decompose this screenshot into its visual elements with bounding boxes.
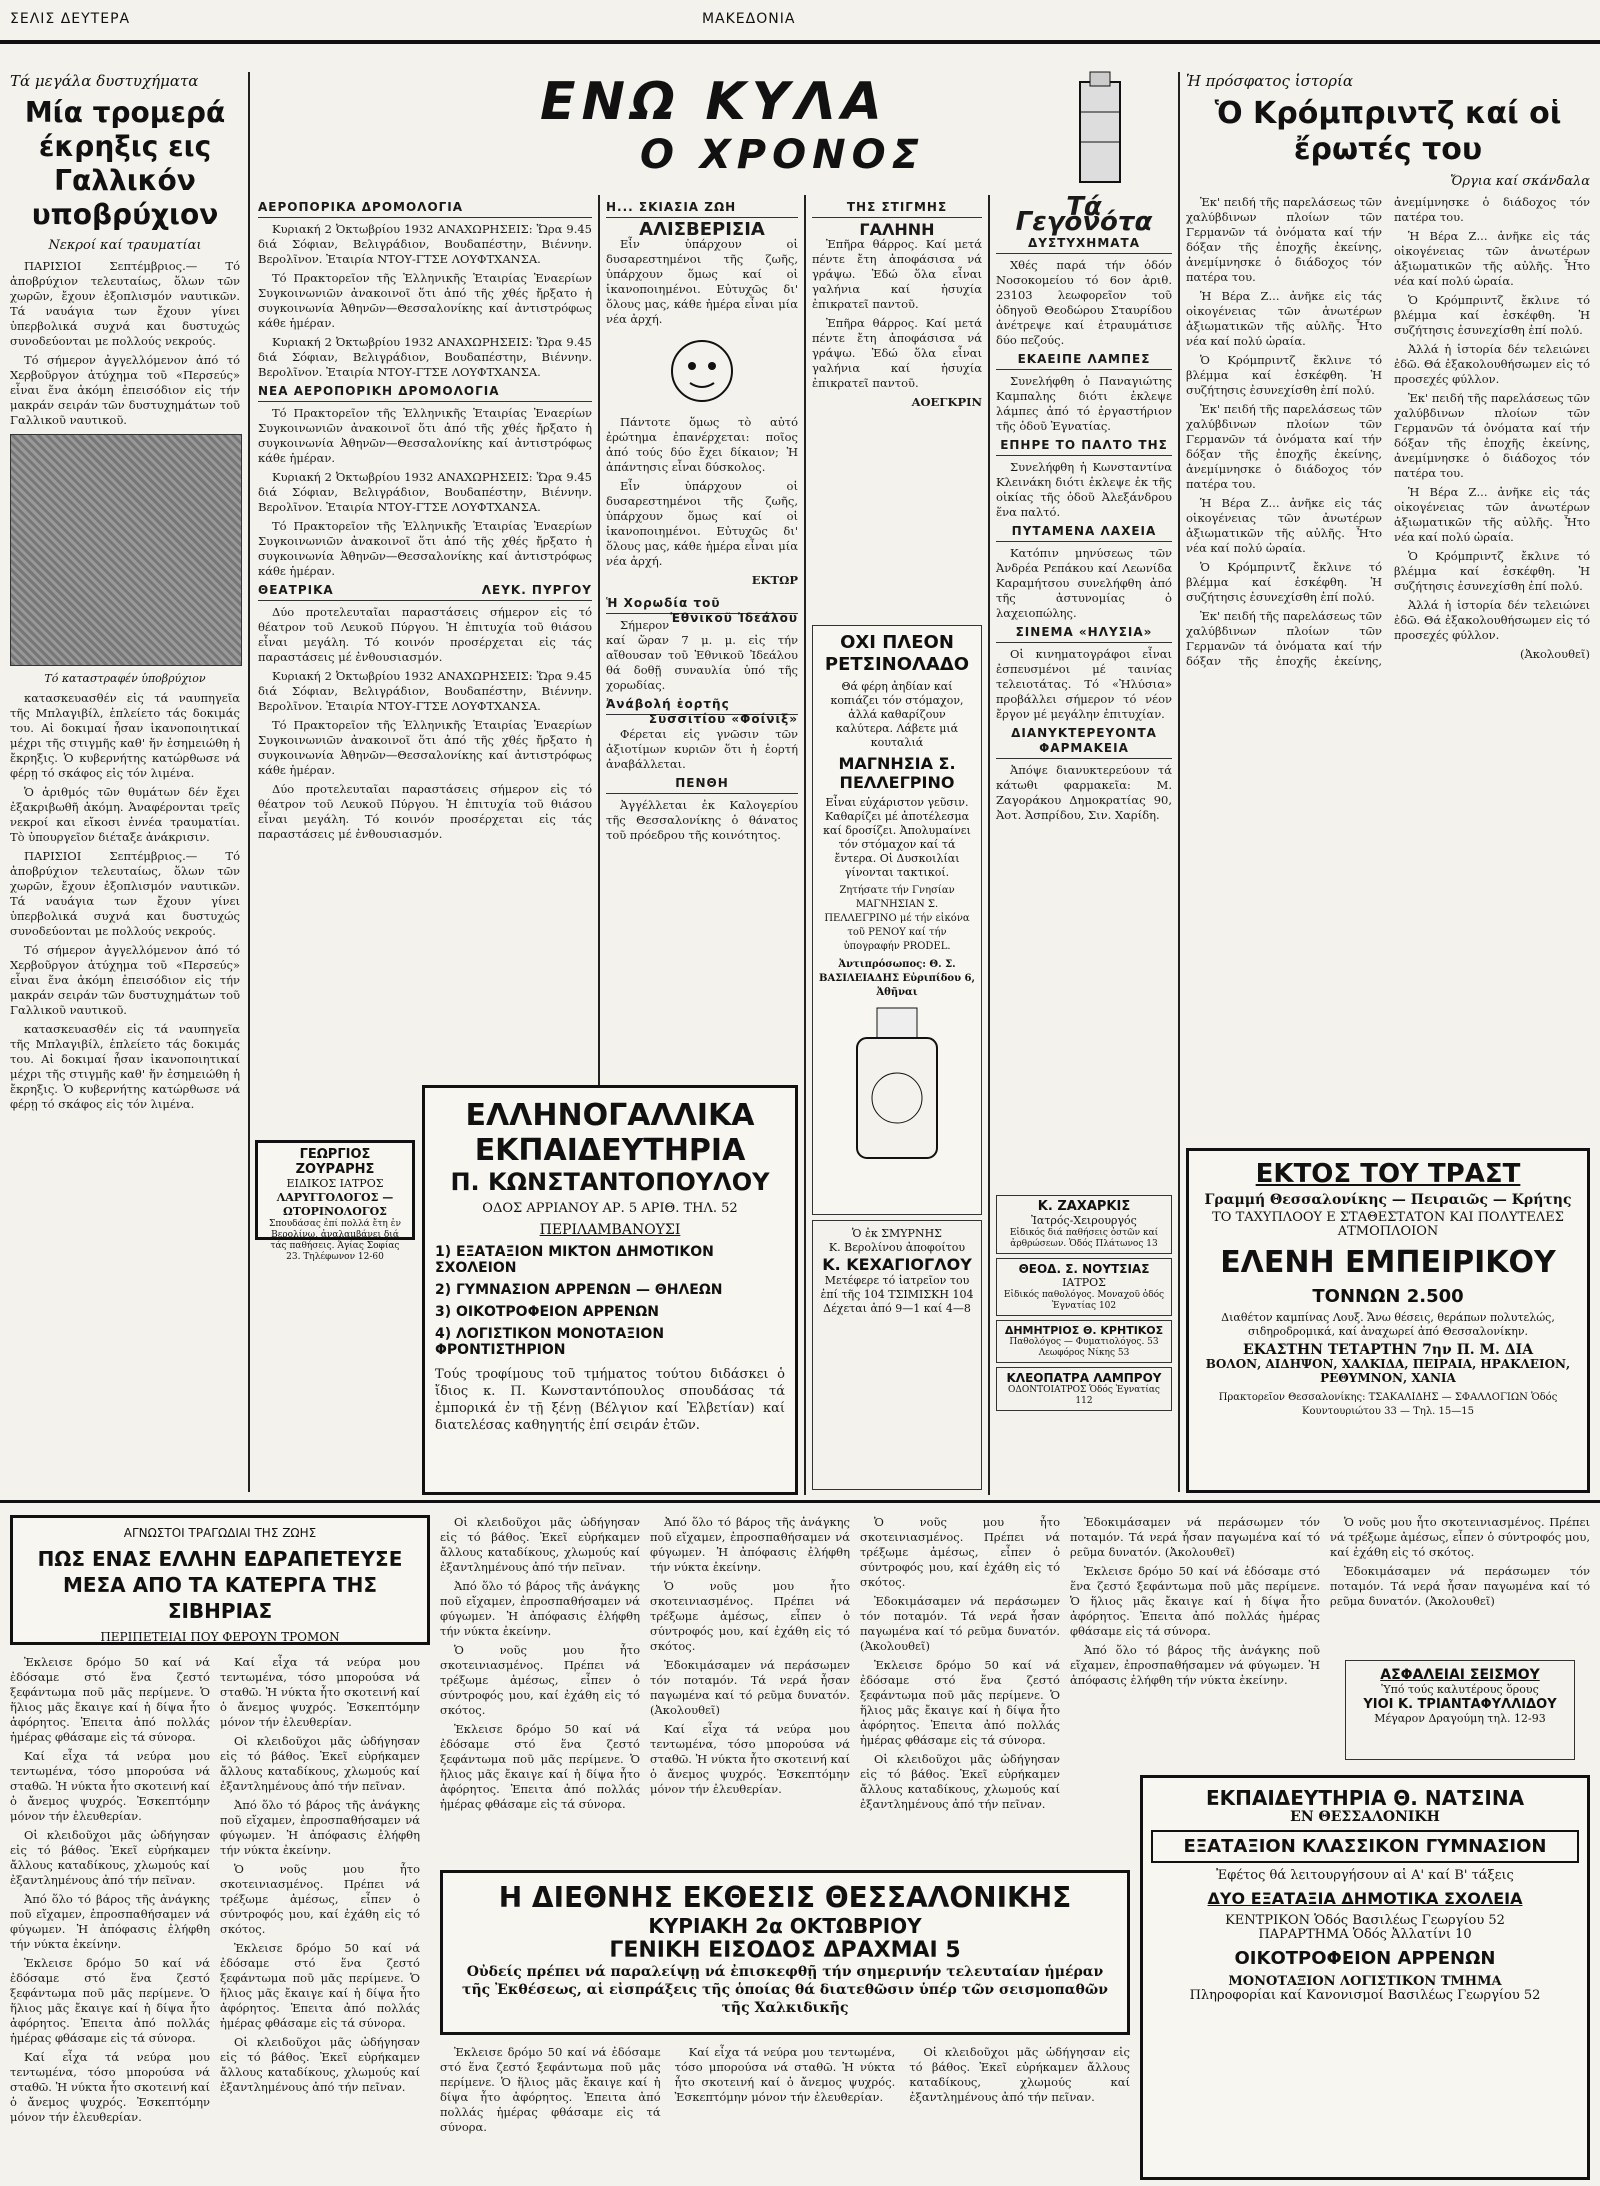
article-paragraph: Ἐκλεισε δρόμο 50 καί νά ἐδόσαμε στό ἕνα ζεστό ξεφάντωμα ποῦ μᾶς περίμενε. Ὁ ἥλιος μᾶς ἔκαιγε καί ἡ δίψα ἦτο ἀφόρητος. Ἐπειτα ἀπό πολλάς ἡμέρας φθάσαμε εἰς τά σύνορα. <box>220 1941 420 2030</box>
serial-column <box>220 1655 420 2175</box>
article-paragraph: Σήμερον καί ὥραν 7 μ. μ. εἰς τήν αἴθουσαν τοῦ Ἐθνικοῦ Ἰδεάλου θά δοθῇ συναυλία ὑπό τῆς χορωδίας. <box>606 618 798 692</box>
serial-column <box>10 1655 210 2175</box>
school-item: 4) ΛΟΓΙΣΤΙΚΟΝ ΜΟΝΟΤΑΞΙΟΝ ΦΡΟΝΤΙΣΤΗΡΙΟΝ <box>435 1326 665 1358</box>
natsina-school-ad <box>1140 1775 1590 2180</box>
natsina-central: ΚΕΝΤΡΙΚΟΝ Ὁδός Βασιλέως Γεωργίου 52 <box>1225 1913 1505 1928</box>
section-title <box>258 583 592 601</box>
article-paragraph: Καί εἶχα τά νεύρα μου τεντωμένα, τόσο μπορούσα νά σταθῶ. Ἡ νύκτα ἦτο σκοτεινή καί ὁ ἄνεμος ψυχρός. Ἐσκεπτόμην μόνον τήν ἐλευθερίαν. <box>220 1655 420 1729</box>
fair-price: ΓΕΝΙΚΗ ΕΙΣΟΔΟΣ ΔΡΑΧΜΑΙ 5 <box>609 1938 961 1963</box>
article-paragraph: Κυριακή 2 Ὀκτωβρίου 1932 ΑΝΑΧΩΡΗΣΕΙΣ: Ὥρα 9.45 διά Σόφιαν, Βελιγράδιον, Βουδαπέστην, Βιέννην. Βερολῖνον. Ἐταιρία ΝΤΟΥ-ΓΤΣΕ ΛΟΥΦΤΧΑΝΣΑ. <box>258 222 592 266</box>
section-heading: Τά Γεγονότα <box>1015 192 1153 237</box>
serial-column <box>1330 1515 1590 1650</box>
section-title: ΠΥΤΑΜΕΝΑ ΛΑΧΕΙΑ <box>996 524 1172 542</box>
column-divider <box>248 72 250 1492</box>
smyrna-doctor-ad <box>812 1220 982 1490</box>
serial-column <box>650 1515 850 1860</box>
article-paragraph: Ἀπό ὅλο τό βάρος τῆς ἀνάγκης ποῦ εἴχαμεν, ἐπροσπαθήσαμεν νά φύγωμεν. Ἡ ἀπόφασις ἐλήφθη τήν νύκτα ἐκείνην. <box>220 1798 420 1857</box>
article-paragraph: Ἐκλεισε δρόμο 50 καί νά ἐδόσαμε στό ἕνα ζεστό ξεφάντωμα ποῦ μᾶς περίμενε. Ὁ ἥλιος μᾶς ἔκαιγε καί ἡ δίψα ἦτο ἀφόρητος. Ἐπειτα ἀπό πολλάς ἡμέρας φθάσαμε εἰς τά σύνορα. <box>10 1655 210 1744</box>
article-paragraph: Καί εἶχα τά νεύρα μου τεντωμένα, τόσο μπορούσα νά σταθῶ. Ἡ νύκτα ἦτο σκοτεινή καί ὁ ἄνεμος ψυχρός. Ἐσκεπτόμην μόνον τήν ἐλευθερίαν. <box>674 2045 896 2104</box>
article-paragraph: Ἐκ' πειδή τῆς παρελάσεως τῶν χαλύβδινων πλοίων τῶν Γερμανῶν τά ὀνόματα καί τήν δόξαν τῆς ἐποχῆς ἐκείνης, ἀνεμίμνησκε ὁ διάδοχος τόν πατέρα του. <box>1186 195 1382 284</box>
retsina-headline: ΟΧΙ ΠΛΕΟΝ ΡΕΤΣΙΝΟΛΑΔΟ <box>824 632 970 675</box>
school-title-1: ΕΛΛΗΝΟΓΑΛΛΙΚΑ <box>465 1098 755 1133</box>
trade-fair-ad <box>440 1870 1130 2035</box>
article-paragraph: Τό Πρακτορεῖον τῆς Ἑλληνικῆς Ἑταιρίας Ἐναερίων Συγκοινωνιῶν ἀνακοινοῖ ὅτι ἀπό τῆς χθές ἤρξατο ἡ συγκοινωνία Ἀθηνῶν—Θεσσαλονίκης καί ἀντιστρόφως κάθε ἡμέραν. <box>258 519 592 578</box>
article-paragraph: Οἱ κλειδοῦχοι μᾶς ὡδήγησαν εἰς τό βάθος. Ἐκεῖ εὐρήκαμεν ἄλλους καταδίκους, χλωμούς καί ἐξαντλημένους ἀπό τήν πεῖναν. <box>10 1828 210 1887</box>
article-signature: ΑΟΕΓΚΡΙΝ <box>911 395 982 409</box>
article-paragraph: Ἐδοκιμάσαμεν νά περάσωμεν τόν ποταμόν. Τά νερά ἦσαν παγωμένα καί τό ρεῦμα δυνατόν. (Ἀκολουθεῖ) <box>650 1658 850 1717</box>
retsina-warning: Ζητήσατε τήν Γνησίαν ΜΑΓΝΗΣΙΑΝ Σ. ΠΕΛΛΕΓΡΙΝΟ μέ τήν εἰκόνα τοῦ ΡΕΝΟΥ καί τήν ὑπογραφήν PRODEL. <box>824 885 970 952</box>
natsina-info: Πληροφορίαι καί Κανονισμοί Βασιλέως Γεωργίου 52 <box>1189 1988 1541 2003</box>
section-title: ΤΗΣ ΣΤΙΓΜΗΣ <box>812 200 982 218</box>
natsina-primary: ΔΥΟ ΕΞΑΤΑΞΙΑ ΔΗΜΟΤΙΚΑ ΣΧΟΛΕΙΑ <box>1207 1889 1523 1908</box>
article-paragraph: Οἱ κλειδοῦχοι μᾶς ὡδήγησαν εἰς τό βάθος. Ἐκεῖ εὐρήκαμεν ἄλλους καταδίκους, χλωμούς καί ἐξαντλημένους ἀπό τήν πεῖναν. <box>909 2045 1130 2104</box>
section-title: Η... ΣΚΙΑΣΙΑ ΖΩΗ <box>606 200 798 218</box>
serial-headline-box <box>10 1515 430 1645</box>
article-headline: Ὁ Κρόμπριντζ καί οἱ ἔρωτές του <box>1214 96 1562 167</box>
article-paragraph: Ἐκλεισε δρόμο 50 καί νά ἐδόσαμε στό ἕνα ζεστό ξεφάντωμα ποῦ μᾶς περίμενε. Ὁ ἥλιος μᾶς ἔκαιγε καί ἡ δίψα ἦτο ἀφόρητος. Ἐπειτα ἀπό πολλάς ἡμέρας φθάσαμε εἰς τά σύνορα. <box>1070 1564 1320 1638</box>
article-paragraph: Ὁ νοῦς μου ἦτο σκοτεινιασμένος. Πρέπει νά τρέξωμε ἀμέσως, εἶπεν ὁ σύντροφός μου, καί ἐχάθη εἰς τό σκότος. <box>220 1862 420 1936</box>
article-paragraph: Φέρεται εἰς γνῶσιν τῶν ἀξιοτίμων κυριῶν ὅτι ἡ ἑορτή ἀναβάλλεται. <box>606 727 798 771</box>
doctor-education: Κ. Βερολίνου ἀποφοίτου <box>828 1241 966 1254</box>
serial-column <box>860 1515 1060 1860</box>
article-paragraph: Ἐκλεισε δρόμο 50 καί νά ἐδόσαμε στό ἕνα ζεστό ξεφάντωμα ποῦ μᾶς περίμενε. Ὁ ἥλιος μᾶς ἔκαιγε καί ἡ δίψα ἦτο ἀφόρητος. Ἐπειτα ἀπό πολλάς ἡμέρας φθάσαμε εἰς τά σύνορα. <box>440 2045 661 2134</box>
article-paragraph: Τό Πρακτορεῖον τῆς Ἑλληνικῆς Ἑταιρίας Ἐναερίων Συγκοινωνιῶν ἀνακοινοῖ ὅτι ἀπό τῆς χθές ἤρξατο ἡ συγκοινωνία Ἀθηνῶν—Θεσσαλονίκης καί ἀντιστρόφως κάθε ἡμέραν. <box>258 406 592 465</box>
article-paragraph: Ὁ νοῦς μου ἦτο σκοτεινιασμένος. Πρέπει νά τρέξωμε ἀμέσως, εἶπεν ὁ σύντροφός μου, καί ἐχάθη εἰς τό σκότος. <box>650 1579 850 1653</box>
doctor-name: Κ. ΖΑΧΑΡΚΙΣ <box>1037 1199 1131 1214</box>
doctor-hours: Δέχεται ἀπό 9—1 καί 4—8 <box>823 1302 971 1315</box>
section-title-left: ΘΕΑΤΡΙΚΑ <box>258 583 334 597</box>
doctor-name: ΘΕΟΔ. Σ. ΝΟΥΤΣΙΑΣ <box>1018 1262 1150 1276</box>
school-address: ΟΔΟΣ ΑΡΡΙΑΝΟΥ ΑΡ. 5 ΑΡΙΘ. ΤΗΛ. 52 <box>482 1201 738 1216</box>
article-paragraph: Ὁ Κρόμπριντζ ἔκλινε τό βλέμμα καί ἐσκέφθη. Ἡ συζήτησις ἐσυνεχίσθη ἐπί πολύ. <box>1186 560 1382 604</box>
ship-ad-ports: ΒΟΛΟΝ, ΑΙΔΗΨΟΝ, ΧΑΛΚΙΔΑ, ΠΕΙΡΑΙΑ, ΗΡΑΚΛΕΙΟΝ, ΡΕΘΥΜΝΟΝ, ΧΑΝΙΑ <box>1205 1357 1571 1385</box>
doctor-name: Κ. ΚΕΧΑΓΙΟΓΛΟΥ <box>822 1255 972 1274</box>
school-item: 1) ΕΞΑΤΑΞΙΟΝ ΜΙΚΤΟΝ ΔΗΜΟΤΙΚΟΝ ΣΧΟΛΕΙΟΝ <box>435 1244 714 1276</box>
ship-ad-ship-name: ΕΛΕΝΗ ΕΜΠΕΙΡΙΚΟΥ <box>1220 1245 1556 1280</box>
article-paragraph: Ἡ Βέρα Ζ... ἀνῆκε εἰς τάς οἰκογένειας τῶν ἀνωτέρων ἀξιωματικῶν τῆς αὐλῆς. Ἦτο νέα καί πολύ ὡραία. <box>1394 485 1590 544</box>
article-paragraph: Ἡ Βέρα Ζ... ἀνῆκε εἰς τάς οἰκογένειας τῶν ἀνωτέρων ἀξιωματικῶν τῆς αὐλῆς. Ἦτο νέα καί πολύ ὡραία. <box>1186 289 1382 348</box>
article-paragraph: κατασκευασθέν εἰς τά ναυπηγεῖα τῆς Μπλαγιβίλ, ἐπλείετο τάς δοκιμάς του. Αἱ δοκιμαί ἦσαν ἱκανοποιητικαί μέχρι τῆς στιγμῆς καθ' ἥν ἐσημειώθη ἡ ἔκρηξις. Ὁ κυβερνήτης κατώρθωσε νά φέρῃ τό σκάφος εἰς τόν λιμένα. <box>10 691 240 780</box>
article-paragraph: Πάντοτε ὅμως τὸ αὐτό ἐρώτημα ἐπανέρχεται: ποῖος ἀπό τούς δύο ἔχει δίκαιον; Ἡ ἀπάντησις εἶναι δύσκολος. <box>606 415 798 474</box>
retsina-ad <box>812 625 982 1215</box>
article-paragraph: Ἀπό ὅλο τό βάρος τῆς ἀνάγκης ποῦ εἴχαμεν, ἐπροσπαθήσαμεν νά φύγωμεν. Ἡ ἀπόφασις ἐλήφθη τήν νύκτα ἐκείνην. <box>440 1579 640 1638</box>
article-paragraph: Ἐκλεισε δρόμο 50 καί νά ἐδόσαμε στό ἕνα ζεστό ξεφάντωμα ποῦ μᾶς περίμενε. Ὁ ἥλιος μᾶς ἔκαιγε καί ἡ δίψα ἦτο ἀφόρητος. Ἐπειτα ἀπό πολλάς ἡμέρας φθάσαμε εἰς τά σύνορα. <box>860 1658 1060 1747</box>
article-paragraph: ΠΑΡΙΣΙΟΙ Σεπτέμβριος.— Τό ἀποβρύχιον τελευταίως, ὅλων τῶν χωρῶν, ἔχουν ἐξοπλισμόν ναυτικῶν. Τά ναυάγια των ἔχουν γίνει ὑπερβολικά συχνά και δυστυχώς συνοδεύονται με πολλούς νεκρούς. <box>10 849 240 938</box>
article-signature: ΕΚΤΩΡ <box>751 573 798 587</box>
photo-caption: Τό καταστραφέν ὑποβρύχιον <box>44 672 206 685</box>
school-ad <box>422 1085 798 1495</box>
column-divider <box>1178 72 1180 1492</box>
section-title <box>606 697 798 726</box>
article-paragraph: Ἐπῆρα θάρρος. Καί μετά πέντε ἔτη ἀποφάσισα νά γράψω. Ἐδώ ὅλα εἶναι γαλήνια καί ἡσυχία ἐπικρατεῖ παντοῦ. <box>812 237 982 311</box>
fair-body: Οὐδείς πρέπει νά παραλείψῃ νά ἐπισκεφθῇ τήν σημερινήν τελευταίαν ἡμέραν τῆς Ἐκθέσεως, αἱ εἰσπράξεις τῆς ὁποίας θά διατεθῶσιν ὑπέρ τῶν σεισμοπαθῶν τῆς Χαλκιδικῆς <box>462 1964 1108 2016</box>
fair-date: ΚΥΡΙΑΚΗ 2α ΟΚΤΩΒΡΙΟΥ <box>648 1914 922 1938</box>
article-paragraph: Τό Πρακτορεῖον τῆς Ἑλληνικῆς Ἑταιρίας Ἐναερίων Συγκοινωνιῶν ἀνακοινοῖ ὅτι ἀπό τῆς χθές ἤρξατο ἡ συγκοινωνία Ἀθηνῶν—Θεσσαλονίκης καί ἀντιστρόφως κάθε ἡμέραν. <box>258 718 592 777</box>
article-paragraph: Τό Πρακτορεῖον τῆς Ἑλληνικῆς Ἑταιρίας Ἐναερίων Συγκοινωνιῶν ἀνακοινοῖ ὅτι ἀπό τῆς χθές ἤρξατο ἡ συγκοινωνία Ἀθηνῶν—Θεσσαλονίκης καί ἀντιστρόφως κάθε ἡμέραν. <box>258 271 592 330</box>
article-continuation: (Ἀκολουθεῖ) <box>1520 647 1590 661</box>
natsina-title: ΕΚΠΑΙΔΕΥΤΗΡΙΑ Θ. ΝΑΤΣΙΝΑ <box>1205 1786 1525 1810</box>
article-paragraph: Ὁ νοῦς μου ἦτο σκοτεινιασμένος. Πρέπει νά τρέξωμε ἀμέσως, εἶπεν ὁ σύντροφός μου, καί ἐχάθη εἰς τό σκότος. <box>440 1643 640 1717</box>
article-paragraph: Ἀγγέλλεται ἐκ Καλογερίου τῆς Θεσσαλονίκης ὁ θάνατος τοῦ πρόεδρου τῆς κοινότητος. <box>606 798 798 842</box>
natsina-branch: ΠΑΡΑΡΤΗΜΑ Ὁδός Ἀλλατίνι 10 <box>1258 1927 1472 1942</box>
article-paragraph: Ἐκλεισε δρόμο 50 καί νά ἐδόσαμε στό ἕνα ζεστό ξεφάντωμα ποῦ μᾶς περίμενε. Ὁ ἥλιος μᾶς ἔκαιγε καί ἡ δίψα ἦτο ἀφόρητος. Ἐπειτα ἀπό πολλάς ἡμέρας φθάσαμε εἰς τά σύνορα. <box>440 1722 640 1811</box>
article-paragraph: κατασκευασθέν εἰς τά ναυπηγεῖα τῆς Μπλαγιβίλ, ἐπλείετο τάς δοκιμάς του. Αἱ δοκιμαί ἦσαν ἱκανοποιητικαί μέχρι τῆς στιγμῆς καθ' ἥν ἐσημειώθη ἡ ἔκρηξις. Ὁ κυβερνήτης κατώρθωσε νά φέρῃ τό σκάφος εἰς τόν λιμένα. <box>10 1022 240 1111</box>
section-title: ΕΚΑΕΙΠΕ ΛΑΜΠΕΣ <box>996 352 1172 370</box>
section-title: ΠΕΝΘΗ <box>606 776 798 794</box>
article-paragraph: Ἐπῆρα θάρρος. Καί μετά πέντε ἔτη ἀποφάσισα νά γράψω. Ἐδώ ὅλα εἶναι γαλήνια καί ἡσυχία ἐπικρατεῖ παντοῦ. <box>812 316 982 390</box>
running-head <box>0 0 1600 38</box>
white-tower-illustration <box>1040 72 1160 192</box>
insurance-title: ΑΣΦΑΛΕΙΑΙ ΣΕΙΣΜΟΥ <box>1380 1667 1540 1683</box>
article-title: ΓΑΛΗΝΗ <box>859 220 935 239</box>
section-title: ΔΥΣΤΥΧΗΜΑΤΑ <box>996 236 1172 254</box>
retsina-product: ΜΑΓΝΗΣΙΑ Σ. ΠΕΛΛΕΓΡΙΝΟ <box>838 754 956 792</box>
article-subhead: Νεκροί καί τραυματίαι <box>48 238 202 253</box>
ship-ad-departure: ΕΚΑΣΤΗΝ ΤΕΤΑΡΤΗΝ 7ην Π. Μ. ΔΙΑ <box>1242 1342 1534 1358</box>
section-title-left: Ἡ Χορωδία τοῦ <box>606 596 721 610</box>
insurance-body: Ὑπό τούς καλυτέρους ὅρους <box>1381 1683 1539 1696</box>
article-headline: Μία τρομερά έκρηξις εις Γαλλικόν υποβρύχιον <box>24 96 226 231</box>
article-paragraph: Εἶν ὑπάρχουν οἱ δυσαρεστημένοι τῆς ζωῆς, ὑπάρχουν ὅμως καί οἱ ἱκανοποιημένοι. Εὐτυχῶς δι' ὅλους μας, κάθε ἡμέρα εἶναι μία νέα ἀρχή. <box>606 237 798 326</box>
article-paragraph: Οἱ κλειδοῦχοι μᾶς ὡδήγησαν εἰς τό βάθος. Ἐκεῖ εὐρήκαμεν ἄλλους καταδίκους, χλωμούς καί ἐξαντλημένους ἀπό τήν πεῖναν. <box>220 2035 420 2094</box>
school-item: 2) ΓΥΜΝΑΣΙΟΝ ΑΡΡΕΝΩΝ — ΘΗΛΕΩΝ <box>435 1282 723 1298</box>
fair-title: Η ΔΙΕΘΝΗΣ ΕΚΘΕΣΙΣ ΘΕΣΣΑΛΟΝΙΚΗΣ <box>498 1881 1072 1914</box>
masthead <box>540 72 1160 192</box>
section-title: ΣΙΝΕΜΑ «ΗΛΥΣΙΑ» <box>996 625 1172 643</box>
column-divider <box>804 195 806 1495</box>
article-paragraph: Δύο προτελευταῖαι παραστάσεις σήμερον εἰς τό θέατρον τοῦ Λευκοῦ Πύργου. Ἡ ἐπιτυχία τοῦ θιάσου εἶναι μεγάλη. Τό κοινόν προσέρχεται εἰς τάς παραστάσεις μέ ἐνθουσιασμόν. <box>258 782 592 841</box>
school-footer: Τούς τροφίμους τοῦ τμήματος τούτου διδάσκει ὁ ἴδιος κ. Π. Κωνσταντόπουλος σπουδάσας τά ἐμπορικά ἐν τῇ ξένῃ (Βέλγιον καί Ἐλβετίαν) καί διατελέσας καθηγητής ἐπί σειράν ἐτῶν. <box>435 1367 785 1433</box>
natsina-boarding: ΟΙΚΟΤΡΟΦΕΙΟΝ ΑΡΡΕΝΩΝ <box>1234 1948 1496 1969</box>
retsina-body: Θά φέρη ἀηδίαν καί κοπιάζει τόν στόμαχον, ἀλλά καθαρίζουν καλύτερα. Λάβετε μιά κουταλιά <box>830 680 964 749</box>
doctor-title: ΙΑΤΡΟΣ <box>1062 1276 1106 1289</box>
column-3 <box>606 200 798 1080</box>
article-paragraph: Συνελήφθη ἡ Κωνσταντίνα Κλεινάκη διότι ἐκλεψε ἐκ τῆς οἰκίας τῆς ὁδοῦ Ἀλεξάνδρου ἕνα παλτό. <box>996 460 1172 519</box>
ship-ad-title: ΕΚΤΟΣ ΤΟΥ ΤΡΑΣΤ <box>1255 1159 1521 1189</box>
article-paragraph: Ἀπό ὅλο τό βάρος τῆς ἀνάγκης ποῦ εἴχαμεν, ἐπροσπαθήσαμεν νά φύγωμεν. Ἡ ἀπόφασις ἐλήφθη τήν νύκτα ἐκείνην. <box>10 1892 210 1951</box>
col5-doctor-ads <box>996 1195 1172 1495</box>
article-paragraph: Κυριακή 2 Ὀκτωβρίου 1932 ΑΝΑΧΩΡΗΣΕΙΣ: Ὥρα 9.45 διά Σόφιαν, Βελιγράδιον, Βουδαπέστην, Βιέννην. Βερολῖνον. Ἐταιρία ΝΤΟΥ-ΓΤΣΕ ΛΟΥΦΤΧΑΝΣΑ. <box>258 470 592 514</box>
article-paragraph: Οἱ κλειδοῦχοι μᾶς ὡδήγησαν εἰς τό βάθος. Ἐκεῖ εὐρήκαμεν ἄλλους καταδίκους, χλωμούς καί ἐξαντλημένους ἀπό τήν πεῖναν. <box>220 1734 420 1793</box>
article-paragraph: Τό σήμερον ἀγγελλόμενον ἀπό τό Χερβοῦργον ἀτύχημα τοῦ «Περσεύς» εἶναι ἕνα ἀκόμη ἐπεισόδιον εἰς τήν μακράν σειράν τῶν δυστυχημάτων τοῦ Γαλλικοῦ ναυτικοῦ. <box>10 943 240 1017</box>
doctor-body: Εἰδικός παθολόγος. Μοναχοῦ ὁδός Ἐγνατίας 102 <box>1003 1290 1165 1311</box>
article-paragraph: Καί εἶχα τά νεύρα μου τεντωμένα, τόσο μπορούσα νά σταθῶ. Ἡ νύκτα ἦτο σκοτεινή καί ὁ ἄνεμος ψυχρός. Ἐσκεπτόμην μόνον τήν ἐλευθερίαν. <box>10 2050 210 2124</box>
ship-ad-tons: ΤΟΝΝΩΝ 2.500 <box>1312 1286 1464 1307</box>
doctor-name: ΓΕΩΡΓΙΟΣ ΖΟΥΡΑΡΗΣ <box>295 1147 375 1177</box>
serial-headline: ΠΩΣ ΕΝΑΣ ΕΛΛΗΝ ΕΔΡΑΠΕΤΕΥΣΕ ΜΕΣΑ ΑΠΟ ΤΑ ΚΑΤΕΡΓΑ ΤΗΣ ΣΙΒΗΡΙΑΣ <box>37 1547 403 1623</box>
submarine-photo <box>10 434 242 666</box>
column-6-article <box>1186 72 1590 1142</box>
top-rule <box>0 40 1600 44</box>
masthead-title-2: Ο ΧΡΟΝΟΣ <box>640 132 925 178</box>
section-title: ΝΕΑ ΑΕΡΟΠΟΡΙΚΗ ΔΡΟΜΟΛΟΓΙΑ <box>258 384 592 402</box>
cartoon-illustration <box>662 331 742 411</box>
doctor-body: Εἰδικός διά παθήσεις ὀστῶν καί ἀρθρώσεων. Ὁδός Πλάτωνος 13 <box>1009 1228 1159 1249</box>
doctor-origin: Ὁ ἐκ ΣΜΥΡΝΗΣ <box>852 1227 942 1240</box>
insurance-name: ΥΙΟΙ Κ. ΤΡΙΑΝΤΑΦΥΛΛΙΔΟΥ <box>1363 1697 1557 1712</box>
article-paragraph: Ἐδοκιμάσαμεν νά περάσωμεν τόν ποταμόν. Τά νερά ἦσαν παγωμένα καί τό ρεῦμα δυνατόν. (Ἀκολουθεῖ) <box>860 1594 1060 1653</box>
article-paragraph: Ὁ νοῦς μου ἦτο σκοτεινιασμένος. Πρέπει νά τρέξωμε ἀμέσως, εἶπεν ὁ σύντροφός μου, καί ἐχάθη εἰς τό σκότος. <box>860 1515 1060 1589</box>
article-paragraph: ΠΑΡΙΣΙΟΙ Σεπτέμβριος.— Τό ἀποβρύχιον τελευταίως, ὅλων τῶν χωρῶν, ἔχουν ἐξοπλισμόν ναυτικῶν. Τά ναυάγια των ἔχουν γίνει ὑπερβολικά συχνά και δυστυχώς συνοδεύονται με πολλούς νεκρούς. <box>10 259 240 348</box>
article-paragraph: Ἡ Βέρα Ζ... ἀνῆκε εἰς τάς οἰκογένειας τῶν ἀνωτέρων ἀξιωματικῶν τῆς αὐλῆς. Ἦτο νέα καί πολύ ὡραία. <box>1186 496 1382 555</box>
article-paragraph: Ἀπόψε διανυκτερεύουν τά κάτωθι φαρμακεῖα: Μ. Ζαγοράκου Δημοκρατίας 90, Ἀοτ. Ἀσπρίδου, Σιν. Χαρίδη. <box>996 763 1172 822</box>
natsina-city: ΕΝ ΘΕΣΣΑΛΟΝΙΚΗ <box>1290 1809 1440 1825</box>
section-title-right: ΛΕΥΚ. ΠΥΡΓΟΥ <box>481 583 592 597</box>
natsina-accounting: ΜΟΝΟΤΑΞΙΟΝ ΛΟΓΙΣΤΙΚΟΝ ΤΜΗΜΑ <box>1228 1974 1502 1989</box>
article-paragraph: Ἡ Βέρα Ζ... ἀνῆκε εἰς τάς οἰκογένειας τῶν ἀνωτέρων ἀξιωματικῶν τῆς αὐλῆς. Ἦτο νέα καί πολύ ὡραία. <box>1394 229 1590 288</box>
serial-kicker: ΑΓΝΩΣΤΟΙ ΤΡΑΓΩΔΙΑΙ ΤΗΣ ΖΩΗΣ <box>123 1526 317 1540</box>
bottom-section-rule <box>0 1500 1600 1503</box>
natsina-note: Ἐφέτος θά λειτουργήσουν αἱ Α' καί Β' τάξεις <box>1216 1868 1514 1883</box>
article-paragraph: Ἐκ' πειδή τῆς παρελάσεως τῶν χαλύβδινων πλοίων τῶν Γερμανῶν τά ὀνόματα καί τήν δόξαν τῆς ἐποχῆς ἐκείνης, ἀνεμίμνησκε ὁ διάδοχος τόν πατέρα του. <box>1186 195 1590 668</box>
column-2 <box>258 200 592 1140</box>
article-paragraph: Ἐδοκιμάσαμεν νά περάσωμεν τόν ποταμόν. Τά νερά ἦσαν παγωμένα καί τό ρεῦμα δυνατόν. (Ἀκολουθεῖ) <box>1070 1515 1320 1559</box>
doctor-spec: ΛΑΡΥΓΓΟΛΟΓΟΣ — ΩΤΟΡΙΝΟΛΟΓΟΣ <box>276 1191 394 1218</box>
article-paragraph: Οἱ κινηματογράφοι εἶναι ἐσπευσμένοι μέ ταινίας τελειοτάτας. Τό «Ἠλύσια» προβάλλει σήμερον τό νέον ἔργον μέ μεγάλην ἐπιτυχίαν. <box>996 647 1172 721</box>
ship-ad-body: Διαθέτον καμπίνας Λουξ. Ἄνω θέσεις, θεράπων πολυτελώς, σιδηροδρομικά, καί ἀναχωρεί ἀπό Θεσσαλονίκην. <box>1221 1311 1555 1338</box>
running-head-center: ΜΑΚΕΔΟΝΙΑ <box>701 11 796 27</box>
school-title-3: Π. ΚΩΝΣΤΑΝΤΟΠΟΥΛΟΥ <box>450 1168 770 1196</box>
article-paragraph: Κυριακή 2 Ὀκτωβρίου 1932 ΑΝΑΧΩΡΗΣΕΙΣ: Ὥρα 9.45 διά Σόφιαν, Βελιγράδιον, Βουδαπέστην, Βιέννην. Βερολῖνον. Ἐταιρία ΝΤΟΥ-ΓΤΣΕ ΛΟΥΦΤΧΑΝΣΑ. <box>258 335 592 379</box>
retsina-agents: Ἀντιπρόσωπος: Θ. Σ. ΒΑΣΙΛΕΙΑΔΗΣ Εὐριπίδου 6, Ἀθῆναι <box>819 959 975 998</box>
article-paragraph: Καί εἶχα τά νεύρα μου τεντωμένα, τόσο μπορούσα νά σταθῶ. Ἡ νύκτα ἦτο σκοτεινή καί ὁ ἄνεμος ψυχρός. Ἐσκεπτόμην μόνον τήν ἐλευθερίαν. <box>10 1749 210 1823</box>
article-paragraph: Οἱ κλειδοῦχοι μᾶς ὡδήγησαν εἰς τό βάθος. Ἐκεῖ εὐρήκαμεν ἄλλους καταδίκους, χλωμούς καί ἐξαντλημένους ἀπό τήν πεῖναν. <box>860 1752 1060 1811</box>
doctor-body: ΟΔΟΝΤΟΙΑΤΡΟΣ Ὁδός Ἐγνατίας 112 <box>1008 1385 1160 1406</box>
article-paragraph: Ἐκ' πειδή τῆς παρελάσεως τῶν χαλύβδινων πλοίων τῶν Γερμανῶν τά ὀνόματα καί τήν δόξαν τῆς ἐποχῆς ἐκείνης, ἀνεμίμνησκε ὁ διάδοχος τόν πατέρα του. <box>1186 402 1382 491</box>
section-title: ΑΕΡΟΠΟΡΙΚΑ ΔΡΟΜΟΛΟΓΙΑ <box>258 200 592 218</box>
article-title: ΑΛΙΣΒΕΡΙΣΙΑ <box>639 219 765 240</box>
article-paragraph: Ὁ Κρόμπριντζ ἔκλινε τό βλέμμα καί ἐσκέφθη. Ἡ συζήτησις ἐσυνεχίσθη ἐπί πολύ. <box>1394 549 1590 593</box>
article-paragraph: Συνελήφθη ὁ Παναγιώτης Καμπαλης διότι ἐκλεψε λάμπες ἀπό τό ἐργαστήριον τῆς ὁδοῦ Ἐγνατίας. <box>996 374 1172 433</box>
article-paragraph: Οἱ κλειδοῦχοι μᾶς ὡδήγησαν εἰς τό βάθος. Ἐκεῖ εὐρήκαμεν ἄλλους καταδίκους, χλωμούς καί ἐξαντλημένους ἀπό τήν πεῖναν. <box>440 1515 640 1574</box>
section-title: ΔΙΑΝΥΚΤΕΡΕΥΟΝΤΑ ΦΑΡΜΑΚΕΙΑ <box>996 726 1172 759</box>
article-paragraph: Ἀλλά ἡ ἱστορία δέν τελειώνει ἐδῶ. Θά ἐξακολουθήσωμεν εἰς τό προσεχές φύλλον. <box>1394 598 1590 642</box>
column-divider <box>988 195 990 1495</box>
doctor-title: Ἰατρός-Χειρουργός <box>1031 1214 1137 1227</box>
article-paragraph: Ἀπό ὅλο τό βάρος τῆς ἀνάγκης ποῦ εἴχαμεν, ἐπροσπαθήσαμεν νά φύγωμεν. Ἡ ἀπόφασις ἐλήφθη τήν νύκτα ἐκείνην. <box>1070 1643 1320 1687</box>
doctor-name: ΚΛΕΟΠΑΤΡΑ ΛΑΜΠΡΟΥ <box>1006 1371 1162 1385</box>
serial-column <box>440 2045 1130 2180</box>
article-paragraph: Ὁ νοῦς μου ἦτο σκοτεινιασμένος. Πρέπει νά τρέξωμε ἀμέσως, εἶπεν ὁ σύντροφός μου, καί ἐχάθη εἰς τό σκότος. <box>1330 1515 1590 1559</box>
serial-subhead: ΠΕΡΙΠΕΤΕΙΑΙ ΠΟΥ ΦΕΡΟΥΝ ΤΡΟΜΟΝ <box>100 1630 340 1644</box>
serial-column <box>440 1515 640 1860</box>
article-paragraph: Ἐκ' πειδή τῆς παρελάσεως τῶν χαλύβδινων πλοίων τῶν Γερμανῶν τά ὀνόματα καί τήν δόξαν τῆς ἐποχῆς ἐκείνης, ἀνεμίμνησκε ὁ διάδοχος τόν πατέρα του. <box>1394 391 1590 480</box>
column-divider <box>598 195 600 1215</box>
column-5 <box>996 192 1172 1190</box>
section-title <box>606 596 798 625</box>
article-paragraph: Ἐδοκιμάσαμεν νά περάσωμεν τόν ποταμόν. Τά νερά ἦσαν παγωμένα καί τό ρεῦμα δυνατόν. (Ἀκολουθεῖ) <box>1330 1564 1590 1608</box>
article-paragraph: Ὁ Κρόμπριντζ ἔκλινε τό βλέμμα καί ἐσκέφθη. Ἡ συζήτησις ἐσυνεχίσθη ἐπί πολύ. <box>1186 353 1382 397</box>
article-kicker: Ἡ πρόσφατος ἱστορία <box>1186 72 1354 90</box>
ship-ad-route: Γραμμή Θεσσαλονίκης — Πειραιῶς — Κρήτης <box>1204 1192 1572 1208</box>
article-paragraph: Ἐκλεισε δρόμο 50 καί νά ἐδόσαμε στό ἕνα ζεστό ξεφάντωμα ποῦ μᾶς περίμενε. Ὁ ἥλιος μᾶς ἔκαιγε καί ἡ δίψα ἦτο ἀφόρητος. Ἐπειτα ἀπό πολλάς ἡμέρας φθάσαμε εἰς τά σύνορα. <box>10 1956 210 2045</box>
article-paragraph: Εἶν ὑπάρχουν οἱ δυσαρεστημένοι τῆς ζωῆς, ὑπάρχουν ὅμως καί οἱ ἱκανοποιημένοι. Εὐτυχῶς δι' ὅλους μας, κάθε ἡμέρα εἶναι μία νέα ἀρχή. <box>606 479 798 568</box>
article-paragraph: Ἀλλά ἡ ἱστορία δέν τελειώνει ἐδῶ. Θά ἐξακολουθήσωμεν εἰς τό προσεχές φύλλον. <box>1394 342 1590 386</box>
ship-ad <box>1186 1148 1590 1493</box>
masthead-title-1: ΕΝΩ ΚΥΛΑ <box>540 72 888 132</box>
insurance-address: Μέγαρον Δραγούμη τηλ. 12-93 <box>1374 1712 1546 1725</box>
ship-ad-agent: Πρακτορεῖον Θεσσαλονίκης: ΤΣΑΚΑΛΙΔΗΣ — ΣΦΑΛΛΟΓΙΩΝ Ὁδός Κουντουριώτου 33 — Τηλ. 15—15 <box>1218 1392 1558 1417</box>
doctor-address: Μετέφερε τό ἰατρεῖον του ἐπί τῆς 104 ΤΣΙΜΙΣΚΗ 104 <box>820 1274 974 1301</box>
running-head-left: ΣΕΛΙΣ ΔΕΥΤΕΡΑ <box>10 11 131 27</box>
article-paragraph: Κυριακή 2 Ὀκτωβρίου 1932 ΑΝΑΧΩΡΗΣΕΙΣ: Ὥρα 9.45 διά Σόφιαν, Βελιγράδιον, Βουδαπέστην, Βιέννην. Βερολῖνον. Ἐταιρία ΝΤΟΥ-ΓΤΣΕ ΛΟΥΦΤΧΑΝΣΑ. <box>258 669 592 713</box>
section-title-right: Συσσιτίου «Φοίνιξ» <box>648 712 798 726</box>
retsina-body-2: Εἶναι εὐχάριστον γεῦσιν. Καθαρίζει μέ ἀποτέλεσμα καί δροσίζει. Ἀπολυμαίνει τόν στόμαχον καί τά ἔντερα. Οἱ Δυσκοιλίαι γίνονται τακτικοί. <box>823 796 971 879</box>
doctor-body: Παθολόγος — Φυματιολόγος. 53 Λεωφόρος Νίκης 53 <box>1009 1337 1159 1358</box>
article-paragraph: Ὁ Κρόμπριντζ ἔκλινε τό βλέμμα καί ἐσκέφθη. Ἡ συζήτησις ἐσυνεχίσθη ἐπί πολύ. <box>1394 293 1590 337</box>
article-paragraph: Ὁ ἀριθμός τῶν θυμάτων δέν ἔχει ἐξακριβωθῆ ἀκόμη. Ἀναφέρονται τρεῖς νεκροί και εἴκοσι ἐννέα τραυματίαι. Τὸ ὑπουργεῖον διέταξε ἀνάκρισιν. <box>10 785 240 844</box>
section-title: ΕΠΗΡΕ ΤΟ ΠΑΛΤΟ ΤΗΣ <box>996 438 1172 456</box>
bottle-label-illustration <box>847 1008 947 1158</box>
article-paragraph: Κατόπιν μηνύσεως τῶν Ἀνδρέα Ρεπάκου καί Λεωνίδα Καραμήτσου συνελήφθη ἀπό τῆς ἀστυνομίας ὁ λαχειοπώλης. <box>996 546 1172 620</box>
article-paragraph: Τό σήμερον ἀγγελλόμενον ἀπό τό Χερβοῦργον ἀτύχημα τοῦ «Περσεύς» εἶναι ἕνα ἀκόμη ἐπεισόδιον εἰς τήν μακράν σειράν τῶν δυστυχημάτων τοῦ Γαλλικοῦ ναυτικοῦ. <box>10 353 240 427</box>
article-paragraph: Καί εἶχα τά νεύρα μου τεντωμένα, τόσο μπορούσα νά σταθῶ. Ἡ νύκτα ἦτο σκοτεινή καί ὁ ἄνεμος ψυχρός. Ἐσκεπτόμην μόνον τήν ἐλευθερίαν. <box>650 1722 850 1796</box>
article-subhead: Ὄργια καί σκάνδαλα <box>1450 174 1590 189</box>
insurance-ad <box>1345 1660 1575 1760</box>
doctor-body: Σπουδάσας ἐπί πολλά ἔτη ἐν Βερολίνω, ἀναλαμβάνει διά τάς παθήσεις. Ἁγίας Σοφίας 23. Τηλέφωνον 12-60 <box>269 1219 401 1262</box>
article-kicker: Τά μεγάλα δυστυχήματα <box>10 72 199 90</box>
school-includes: ΠΕΡΙΛΑΜΒΑΝΟΥΣΙ <box>539 1222 681 1238</box>
section-title-left: Ἀνάβολή ἑορτῆς <box>606 697 730 711</box>
school-item: 3) ΟΙΚΟΤΡΟΦΕΙΟΝ ΑΡΡΕΝΩΝ <box>435 1304 660 1320</box>
natsina-gymnasium: ΕΞΑΤΑΞΙΟΝ ΚΛΑΣΣΙΚΟΝ ΓΥΜΝΑΣΙΟΝ <box>1151 1830 1579 1863</box>
column-4 <box>812 200 982 620</box>
article-paragraph: Ἀπό ὅλο τό βάρος τῆς ἀνάγκης ποῦ εἴχαμεν, ἐπροσπαθήσαμεν νά φύγωμεν. Ἡ ἀπόφασις ἐλήφθη τήν νύκτα ἐκείνην. <box>650 1515 850 1574</box>
doctor-name: ΔΗΜΗΤΡΙΟΣ Θ. ΚΡΗΤΙΚΟΣ <box>1004 1324 1164 1337</box>
doctor-title: ΕΙΔΙΚΟΣ ΙΑΤΡΟΣ <box>286 1177 384 1190</box>
article-paragraph: Δύο προτελευταῖαι παραστάσεις σήμερον εἰς τό θέατρον τοῦ Λευκοῦ Πύργου. Ἡ ἐπιτυχία τοῦ θιάσου εἶναι μεγάλη. Τό κοινόν προσέρχεται εἰς τάς παραστάσεις μέ ἐνθουσιασμόν. <box>258 605 592 664</box>
ship-ad-line: ΤΟ ΤΑΧΥΠΛΟΟΥ Ε ΣΤΑΘΕΣΤΑΤΟΝ ΚΑΙ ΠΟΛΥΤΕΛΕΣ ΑΤΜΟΠΛΟΙΟΝ <box>1212 1210 1564 1239</box>
article-paragraph: Χθές παρά τήν ὁδόν Νοσοκομείου τό 6ον ἀριθ. 23103 λεωφορεῖον τοῦ ὁδηγοῦ Θεοδώρου Σταυρίδου ἀνέτρεψε καί ἐτραυμάτισε δύο πεζούς. <box>996 258 1172 347</box>
doctor-ad <box>255 1140 415 1262</box>
school-title-2: ΕΚΠΑΙΔΕΥΤΗΡΙΑ <box>474 1133 746 1168</box>
column-1-article <box>10 72 240 1492</box>
section-title-right: Ἐθνικοῦ Ἰδεάλου <box>670 611 798 625</box>
